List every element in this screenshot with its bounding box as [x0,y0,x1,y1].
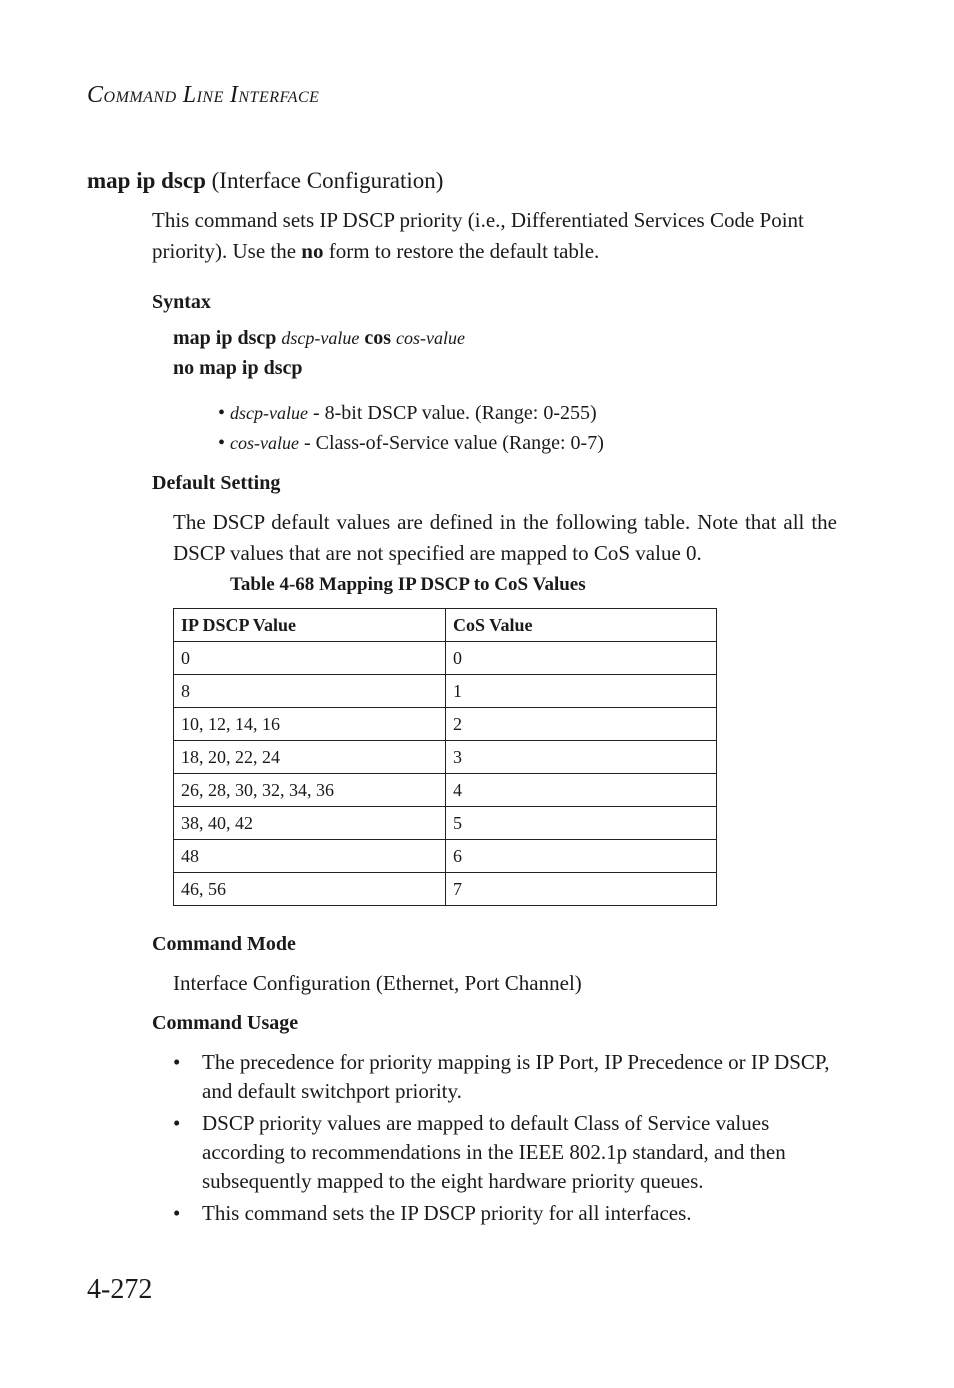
table-caption: Table 4-68 Mapping IP DSCP to CoS Values [230,574,586,595]
column-header: CoS Value [446,609,717,642]
table-row [174,807,717,840]
syntax-no-line: no map ip dscp [173,357,303,379]
parameter-item: • cos-value - Class-of-Service value (Range: 0-7) [218,432,604,454]
table-cell: 38, 40, 42 [174,807,446,840]
table-header-row [174,609,717,642]
list-item: • The precedence for priority mapping is IP Port, IP Precedence or IP DSCP, and default switchport priority. [173,1050,830,1103]
syntax-line: map ip dscp dscp-value cos cos-value [173,327,465,349]
table-row [174,741,717,774]
table-cell: 26, 28, 30, 32, 34, 36 [174,774,446,807]
running-header: COMMAND LINE INTERFACE [87,82,320,108]
command-mode-heading: Command Mode [152,933,296,955]
table-row [174,873,717,906]
table-cell: 6 [446,840,717,873]
table-cell: 4 [446,774,717,807]
table-row [174,642,717,675]
syntax-heading: Syntax [152,291,211,313]
table-cell: 0 [174,642,446,675]
table-cell: 8 [174,675,446,708]
default-setting-heading: Default Setting [152,472,281,494]
table-row [174,708,717,741]
table-cell: 2 [446,708,717,741]
page-number: 4-272 [87,1274,153,1305]
table-cell: 7 [446,873,717,906]
default-setting-text: The DSCP default values are defined in the following table. Note that all the DSCP values that are not specified are mapped to CoS value 0. [173,510,837,565]
command-usage-heading: Command Usage [152,1012,299,1034]
table-row [174,774,717,807]
list-item: • This command sets the IP DSCP priority for all interfaces. [173,1201,692,1225]
table-cell: 18, 20, 22, 24 [174,741,446,774]
table-row [174,840,717,873]
column-header: IP DSCP Value [174,609,446,642]
list-item: • DSCP priority values are mapped to default Class of Service values according to recommendations in the IEEE 802.1p standard, and then subsequently mapped to the eight hardware priority queues. [173,1111,786,1193]
table-cell: 1 [446,675,717,708]
table-cell: 10, 12, 14, 16 [174,708,446,741]
table-cell: 48 [174,840,446,873]
table-cell: 5 [446,807,717,840]
command-usage-list [173,1048,843,1231]
table-cell: 3 [446,741,717,774]
table-cell: 0 [446,642,717,675]
table-row [174,675,717,708]
table-cell: 46, 56 [174,873,446,906]
command-description: This command sets IP DSCP priority (i.e., Differentiated Services Code Point priority). Use the no form to restore the default table. [152,208,804,263]
dscp-cos-table [173,608,717,906]
command-title: map ip dscp (Interface Configuration) [87,168,444,193]
command-mode-text: Interface Configuration (Ethernet, Port Channel) [173,971,582,995]
parameter-list [218,398,604,458]
parameter-item: • dscp-value - 8-bit DSCP value. (Range: 0-255) [218,402,597,424]
